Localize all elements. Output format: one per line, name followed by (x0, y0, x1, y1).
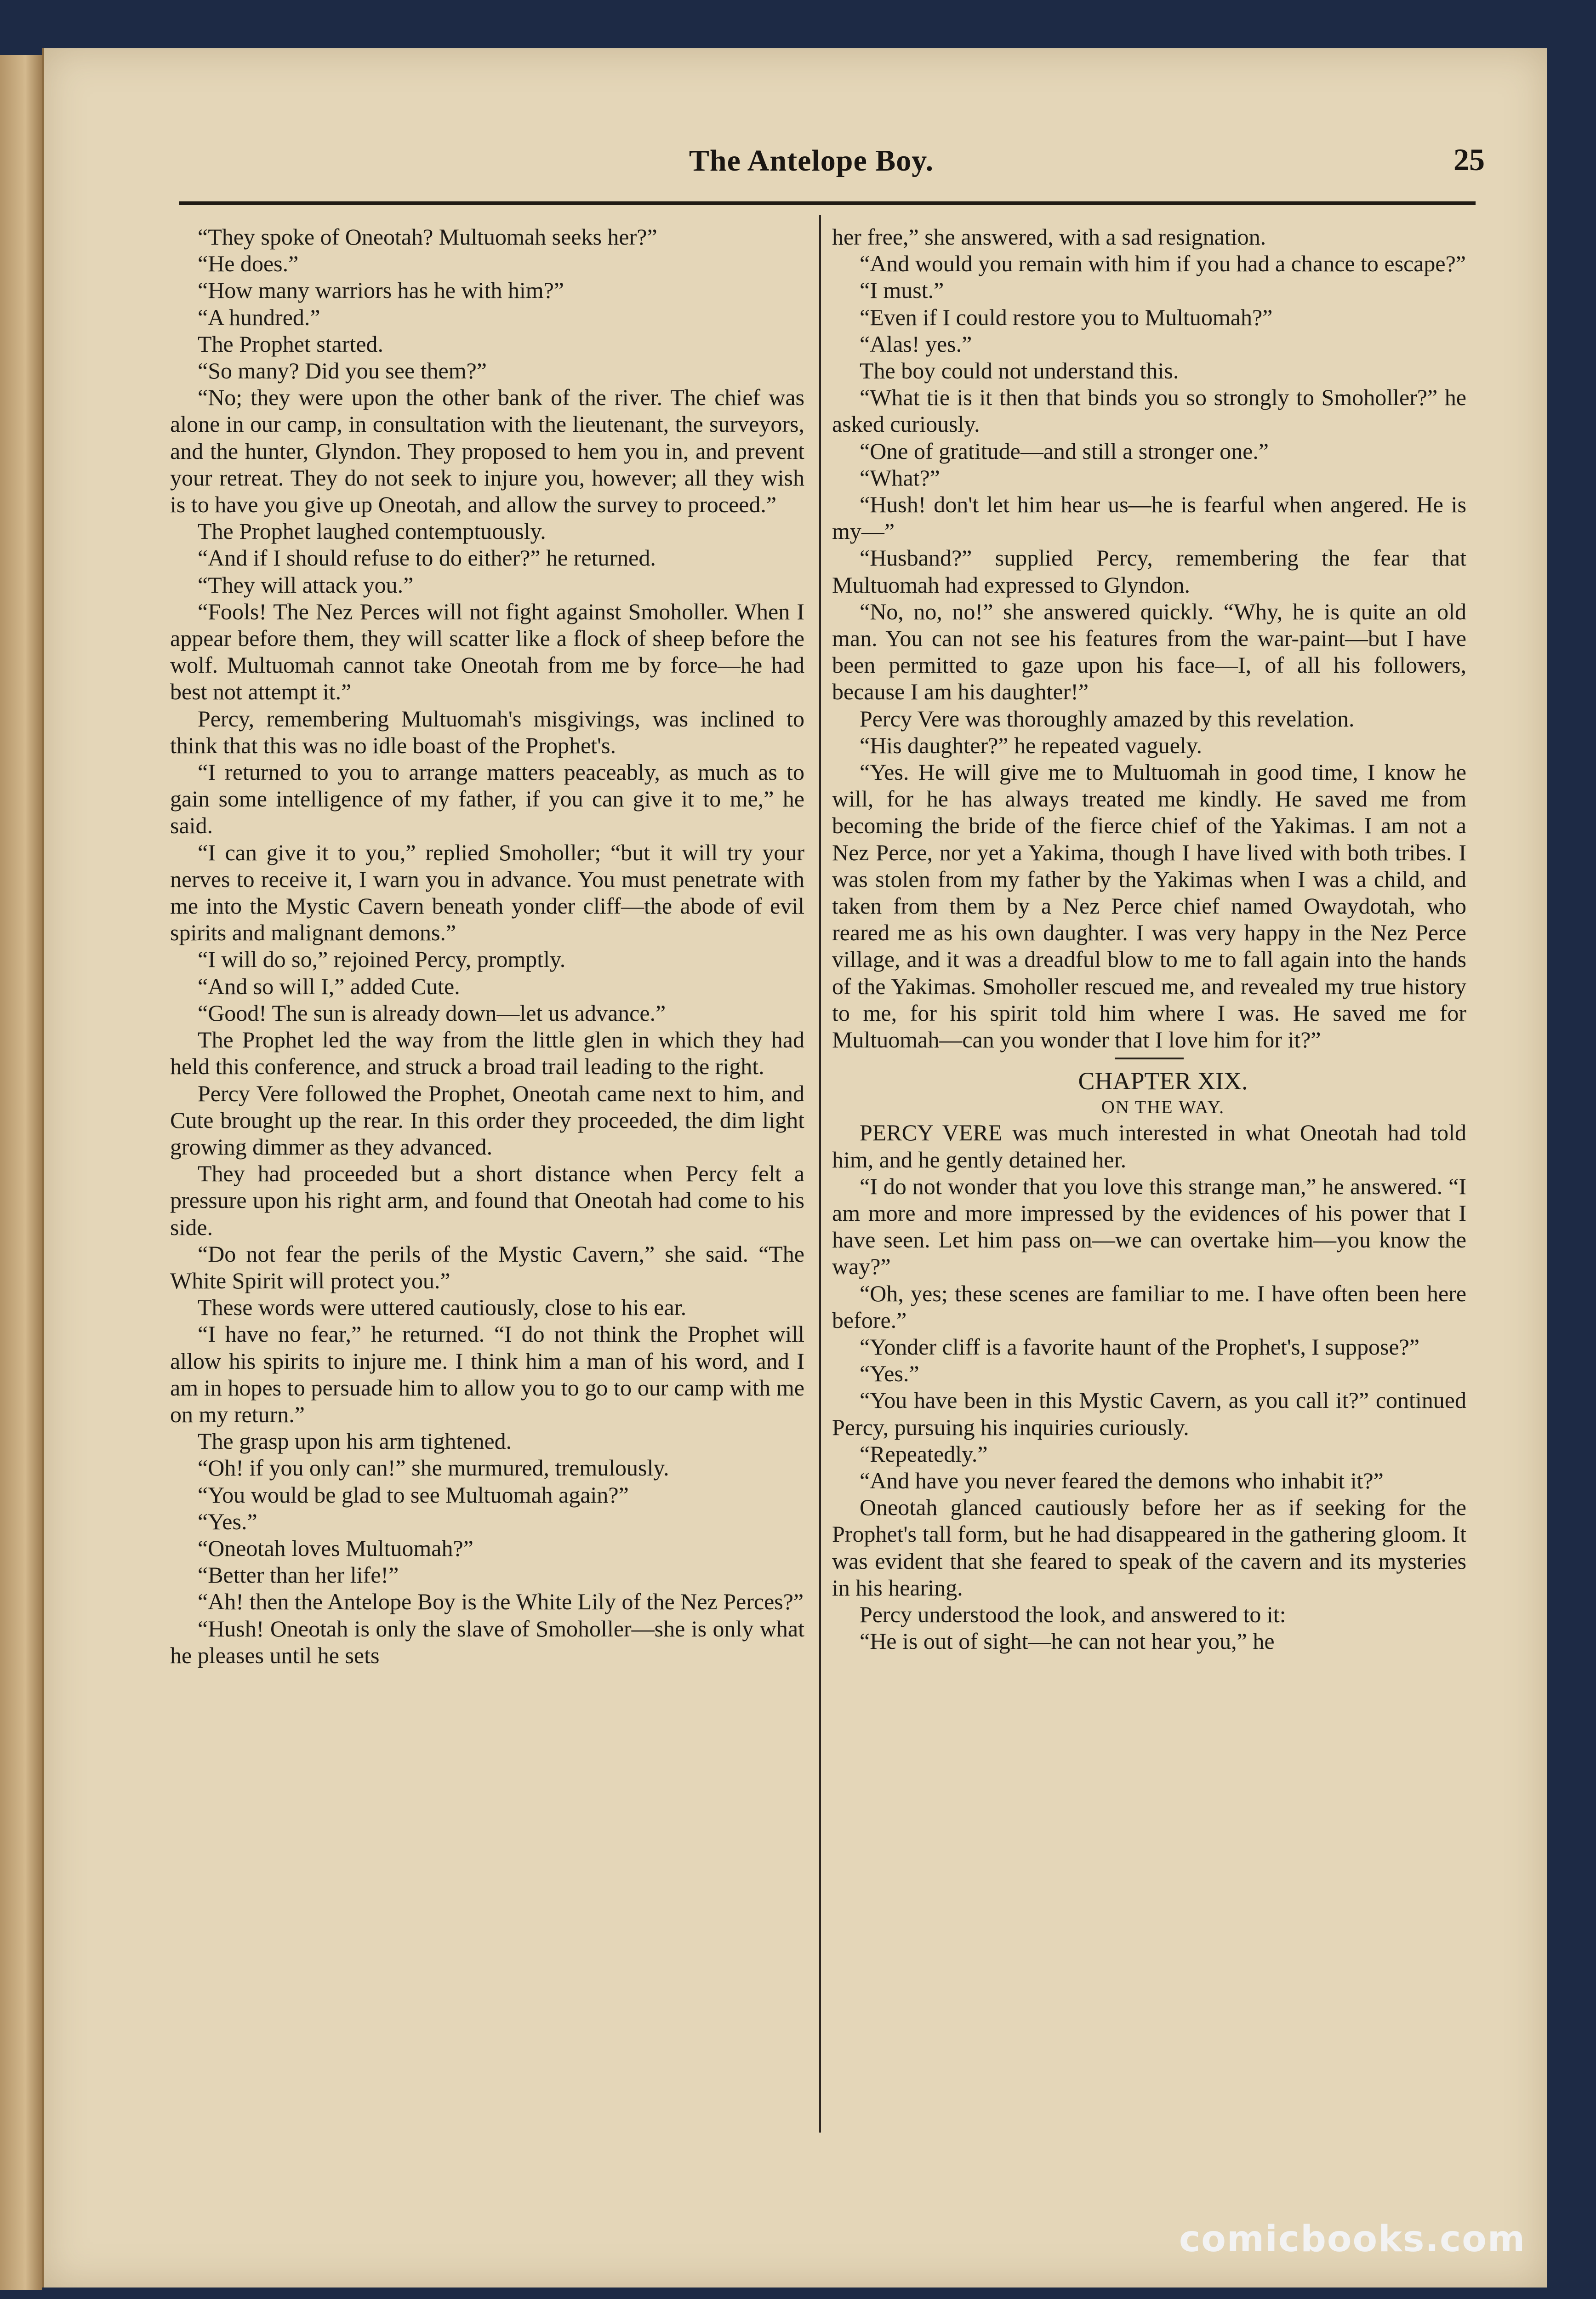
paragraph: “One of gratitude—and still a stronger one.” (860, 438, 1269, 464)
paragraph: “Hush! don't let him hear us—he is fearful when angered. He is my—” (832, 492, 1466, 544)
paragraph: “And if I should refuse to do either?” he returned. (198, 545, 656, 571)
paragraph: “And have you never feared the demons who inhabit it?” (860, 1467, 1384, 1493)
paragraph: The Prophet started. (198, 331, 384, 357)
paragraph: Percy Vere followed the Prophet, Oneotah came next to him, and Cute brought up the rear. In this order they proceeded, the dim light growing dimmer as they advanced. (170, 1080, 804, 1160)
paragraph: “You have been in this Mystic Cavern, as you call it?” continued Percy, pursuing his inquiries curiously. (832, 1387, 1466, 1440)
paragraph: “I must.” (860, 277, 944, 303)
right-column (832, 223, 1466, 2136)
watermark: comicbooks.com (1179, 2219, 1526, 2260)
paragraph: “So many? Did you see them?” (198, 358, 487, 384)
column-divider (819, 215, 821, 2133)
paragraph: “Hush! Oneotah is only the slave of Smoholler—she is only what he pleases until he sets (170, 1615, 804, 1668)
paragraph: “Oh! if you only can!” she murmured, tremulously. (198, 1455, 669, 1481)
paragraph: The grasp upon his arm tightened. (198, 1428, 512, 1454)
chapter-title: CHAPTER XIX. (1078, 1067, 1248, 1095)
paragraph: Percy understood the look, and answered to it: (860, 1601, 1286, 1627)
paragraph: “I do not wonder that you love this strange man,” he answered. “I am more and more impressed by the evidences of his power that I have seen. Let him pass on—we can overtake him—you know the way?” (832, 1173, 1466, 1280)
paragraph: “Even if I could restore you to Multuomah?” (860, 304, 1273, 330)
paragraph: “What tie is it then that binds you so strongly to Smoholler?” he asked curiously. (832, 384, 1466, 437)
paragraph: “He is out of sight—he can not hear you,” he (860, 1628, 1275, 1654)
paragraph: “Ah! then the Antelope Boy is the White Lily of the Nez Perces?” (198, 1589, 804, 1615)
paragraph: “Oh, yes; these scenes are familiar to me. I have often been here before.” (832, 1280, 1466, 1333)
paragraph: Percy Vere was thoroughly amazed by this revelation. (860, 705, 1355, 732)
paragraph: “They will attack you.” (198, 572, 414, 598)
paragraph: “Yes. He will give me to Multuomah in good time, I know he will, for he has always treated me kindly. He saved me from becoming the bride of the fierce chief of the Yakimas. I am not a Nez Perce, nor yet a Yakima, though I have lived with both tribes. I was stolen from my father by the Yakimas when I was a child, and taken from them by a Nez Perce chief named Owaydotah, who reared me as his own daughter. I was very happy in the Nez Perce village, and it was a dreadful blow to me to fall again into the hands of the Yakimas. Smoholler rescued me, and revealed my true history to me, for his spirit told him where I was. He saved me for Multuomah—can you wonder that I love him for it?” (832, 759, 1466, 1053)
paragraph: “You would be glad to see Multuomah again?” (198, 1481, 629, 1508)
paragraph: “They spoke of Oneotah? Multuomah seeks her?” (198, 224, 657, 250)
header-rule (179, 201, 1476, 205)
paragraph: “No; they were upon the other bank of the river. The chief was alone in our camp, in consultation with the lieutenant, the surveyors, and the hunter, Glyndon. They proposed to hem you in, and prevent your retreat. They do not seek to injure you, however; all they wish is to have you give up Oneotah, and allow the survey to proceed.” (170, 384, 804, 518)
paragraph: “Yonder cliff is a favorite haunt of the Prophet's, I suppose?” (860, 1333, 1419, 1360)
paragraph: “I can give it to you,” replied Smoholler; “but it will try your nerves to receive it, I warn you in advance. You must penetrate with me into the Mystic Cavern beneath yonder cliff—the abode of evil spirits and malignant demons.” (170, 839, 804, 946)
paragraph: “Good! The sun is already down—let us advance.” (198, 1000, 666, 1026)
paragraph: “Yes.” (198, 1508, 257, 1534)
running-title: The Antelope Boy. (689, 144, 934, 177)
paragraph: The Prophet led the way from the little glen in which they had held this conference, and struck a broad trail leading to the right. (170, 1027, 804, 1080)
paragraph: “Alas! yes.” (860, 331, 972, 357)
paragraph: “He does.” (198, 251, 299, 277)
paragraph: “His daughter?” he repeated vaguely. (860, 732, 1202, 758)
paragraph: her free,” she answered, with a sad resignation. (832, 224, 1266, 250)
section-separator (1115, 1058, 1184, 1059)
paragraph: “No, no, no!” she answered quickly. “Why, he is quite an old man. You can not see his features from the war-paint—but I have been permitted to gaze upon his face—I, of all his followers, because I am his daughter!” (832, 598, 1466, 705)
paragraph: “Better than her life!” (198, 1562, 399, 1588)
paragraph: These words were uttered cautiously, close to his ear. (198, 1294, 687, 1321)
chapter-subtitle: ON THE WAY. (1101, 1097, 1225, 1118)
paragraph: “I returned to you to arrange matters peaceably, as much as to gain some intelligence of my father, if you can give it to me,” he said. (170, 759, 804, 839)
running-header (138, 138, 1485, 198)
page-number: 25 (1454, 142, 1485, 177)
paragraph: The boy could not understand this. (860, 358, 1179, 384)
paragraph: “And would you remain with him if you had a chance to escape?” (860, 251, 1466, 277)
paragraph: The Prophet laughed contemptuously. (198, 518, 546, 544)
paragraph: “Yes.” (860, 1361, 919, 1387)
paragraph: PERCY VERE was much interested in what Oneotah had told him, and he gently detained her. (832, 1120, 1466, 1172)
paragraph: “Oneotah loves Multuomah?” (198, 1535, 473, 1561)
paragraph: “Fools! The Nez Perces will not fight against Smoholler. When I appear before them, they will scatter like a flock of sheep before the wolf. Multuomah cannot take Oneotah from me by force—he had best not attempt it.” (170, 598, 804, 705)
paragraph: Percy, remembering Multuomah's misgivings, was inclined to think that this was no idle boast of the Prophet's. (170, 705, 804, 758)
paragraph: “How many warriors has he with him?” (198, 277, 564, 303)
paragraph: “Do not fear the perils of the Mystic Cavern,” she said. “The White Spirit will protect you.” (170, 1241, 804, 1293)
paragraph: “What?” (860, 464, 940, 491)
paragraph: Oneotah glanced cautiously before her as if seeking for the Prophet's tall form, but he had disappeared in the gathering gloom. It was evident that she feared to speak of the cavern and its mysteries in his hearing. (832, 1494, 1466, 1601)
paragraph: “Husband?” supplied Percy, remembering the fear that Multuomah had expressed to Glyndon. (832, 545, 1466, 598)
paragraph: They had proceeded but a short distance when Percy felt a pressure upon his right arm, and found that Oneotah had come to his side. (170, 1161, 804, 1240)
paragraph: “A hundred.” (198, 304, 320, 330)
paragraph: “I have no fear,” he returned. “I do not think the Prophet will allow his spirits to injure me. I think him a man of his word, and I am in hopes to persuade him to allow you to go to our camp with me on my return.” (170, 1321, 804, 1427)
left-column (170, 223, 804, 2136)
paragraph: “And so will I,” added Cute. (198, 973, 460, 999)
facing-page-edge (0, 55, 42, 2290)
paragraph: “Repeatedly.” (860, 1441, 988, 1467)
paragraph: “I will do so,” rejoined Percy, promptly. (198, 946, 566, 972)
